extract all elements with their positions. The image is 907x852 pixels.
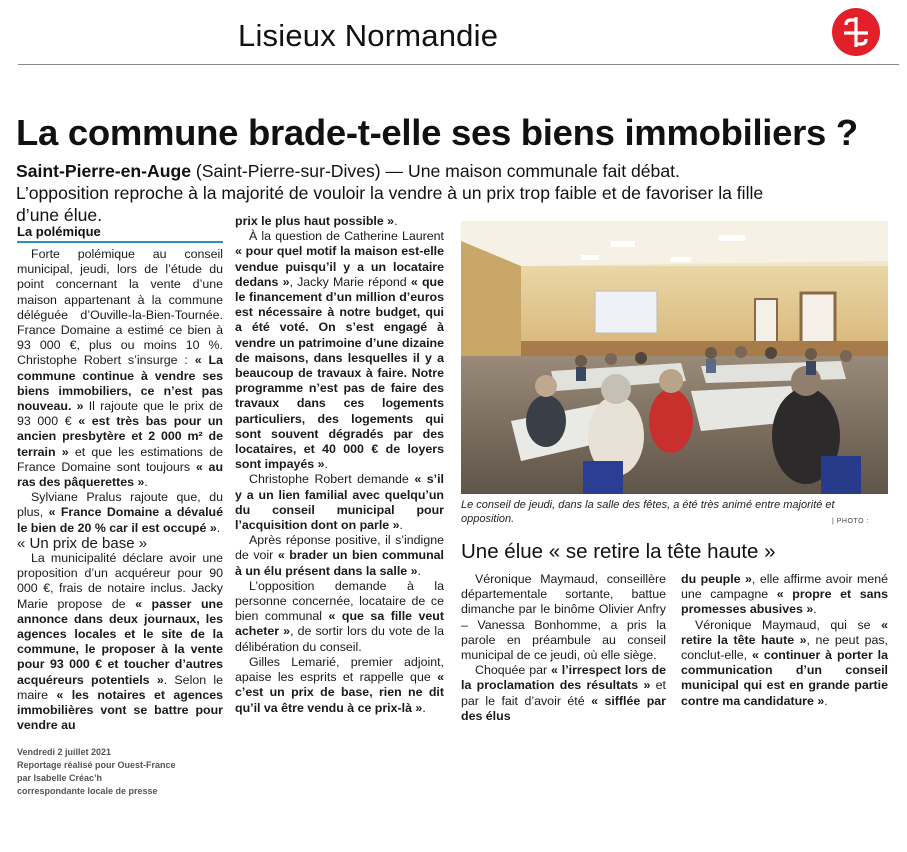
quote-text: « continuer à porter la communication d’un conseil municipal qui est en grande partie contre ma candidature » — [681, 648, 889, 708]
body-text: La municipalité déclare avoir une proposition d’un acquéreur pour 90 000 €, frais de notaire inclus. Jacky Marie propose de — [17, 551, 223, 611]
body-text: L’opposition demande à la personne concernée, locataire de ce bien communal — [235, 578, 444, 624]
footer-date: Vendredi 2 juillet 2021 — [17, 747, 112, 757]
body-text: . — [399, 518, 403, 533]
paragraph — [17, 247, 223, 490]
quote-text: « La commune continue à vendre ses biens immobiliers, ce n’est pas nouveau. » — [17, 353, 223, 414]
body-text: . — [422, 700, 426, 715]
byline-footer — [17, 746, 176, 798]
council-meeting-photo — [461, 221, 888, 494]
article-column-3 — [461, 572, 666, 724]
body-text: Choquée par — [475, 663, 551, 678]
body-text: Sylviane Pralus rajoute que, du plus, — [17, 490, 223, 520]
footer-report: Reportage réalisé pour Ouest-France — [17, 760, 176, 770]
body-text: Véronique Maymaud, conseillère départementale sortante, battue dimanche par le binôme Olivier Anfry – Vanessa Bonhomme, a pris la parole en préambule au conseil municipal de ce jeudi, où elle siège. — [461, 572, 666, 663]
quote-text: « est très bas pour un ancien presbytère et 2 000 m² de terrain » — [17, 414, 223, 459]
body-text: . — [324, 457, 328, 472]
quote-text: « c’est un prix de base, rien ne dit qu’il va être vendu à ce prix-là » — [235, 670, 444, 715]
article-column-2 — [235, 214, 444, 716]
quote-text: « France Domaine a dévalué le bien de 20 % car il est occupé » — [17, 505, 223, 535]
body-text: Il rajoute que le prix de 93 000 € — [17, 399, 223, 429]
newspaper-logo-icon — [832, 8, 880, 56]
quote-text: « l’irrespect lors de la proclamation des résultats » — [461, 663, 666, 693]
col1-part-a — [17, 247, 223, 536]
quote-text: « que le financement d’un million d’euros est nécessaire à notre budget, qui a été voté. On s’est engagé à vendre un patrimoine d’une dizaine de maisons, dans lesquelles il y a beaucoup de travaux à faire. Notre programme n’est pas de faire des travaux dans ces logements particuliers, des logements qui sont souvent dégradés par des locataires, et 40 000 € de loyers sont impayés » — [235, 274, 444, 472]
quote-text: « pour quel motif la maison est-elle vendue puisqu’il y a un locataire dedans » — [235, 244, 444, 289]
lede-place: Saint-Pierre-en-Auge — [16, 161, 191, 181]
body-text: À la question de Catherine Laurent — [249, 229, 444, 244]
body-text: et par le fait d’avoir été — [461, 678, 667, 708]
body-text: Forte polémique au conseil municipal, jeudi, lors de l’étude du point concernant la vente d’une maison appartenant à la commune déléguée d’Ouville-la-Bien-Tournée. France Domaine a estimé ce bien à 93 000 €, plus ou moins 10 %. Christophe Robert s’insurge : — [17, 247, 223, 368]
footer-role: correspondante locale de presse — [17, 786, 158, 796]
lede-text: (Saint-Pierre-sur-Dives) — Une maison communale fait débat. L’opposition reproche à la majorité de vouloir la vendre à un prix trop faible et de favoriser la fille d’une élue. — [16, 161, 764, 225]
quote-text: « s’il y a un lien familial avec quelqu’un du conseil municipal pour l’acquisition dont on parle » — [235, 472, 444, 533]
body-text: Christophe Robert demande — [249, 472, 415, 487]
body-text: Gilles Lemarié, premier adjoint, apaise les esprits et rappelle que — [235, 654, 444, 685]
body-text: . — [813, 602, 817, 617]
kicker-label: La polémique — [17, 224, 223, 243]
paragraph — [235, 533, 444, 579]
article-column-1 — [17, 247, 223, 734]
body-text: , de sortir lors du vote de la délibération du conseil. — [235, 624, 444, 654]
quote-text: du peuple » — [681, 572, 752, 586]
body-text: . Selon le maire — [17, 672, 223, 702]
body-text: et que les estimations de France Domaine sont toujours — [17, 444, 223, 474]
column-subhead: « Un prix de base » — [17, 534, 148, 552]
quote-text: « les notaires et agences immobilières vont se battre pour vendre au — [17, 687, 223, 733]
body-text: . — [394, 214, 398, 228]
paragraph — [681, 572, 888, 618]
footer-author: par Isabelle Créac’h — [17, 773, 103, 783]
council-meeting-photo-image — [461, 221, 888, 494]
body-text: Après réponse positive, il s’indigne de voir — [235, 533, 444, 563]
body-text: . — [824, 693, 828, 708]
quote-text: « sifflée par des élus — [461, 693, 666, 723]
section-title: Une élue « se retire la tête haute » — [461, 540, 776, 563]
body-text: Véronique Maymaud, qui se — [695, 617, 882, 632]
col1-part-b — [17, 551, 223, 733]
body-text: . — [417, 563, 421, 578]
paragraph — [17, 551, 223, 733]
quote-text: prix le plus haut possible » — [235, 214, 395, 228]
paragraph — [235, 472, 444, 533]
body-text: . — [216, 520, 221, 535]
article-column-4 — [681, 572, 888, 709]
paragraph — [17, 490, 223, 536]
body-text: , ne peut pas, conclut-elle, — [681, 632, 888, 663]
quote-text: « brader un bien communal à un élu présent dans la salle » — [235, 548, 444, 578]
header-divider — [18, 64, 899, 65]
paragraph — [235, 655, 444, 716]
article-headline: La commune brade-t-elle ses biens immobiliers ? — [16, 112, 858, 153]
paragraph — [461, 572, 666, 663]
body-text: . — [144, 475, 148, 490]
quote-text: « que sa fille veut acheter » — [235, 609, 444, 639]
paragraph — [235, 579, 444, 655]
paragraph — [235, 229, 444, 472]
photo-caption: Le conseil de jeudi, dans la salle des fêtes, a été très animé entre majorité et opposition. — [461, 499, 835, 525]
body-text: , Jacky Marie répond — [289, 274, 411, 289]
quote-text: « au ras des pâquerettes » — [17, 459, 224, 490]
body-text: , elle affirme avoir mené une campagne — [681, 572, 888, 602]
quote-text: « passer une annonce dans deux journaux, les agences locales et le site de la commune, le proposer à la vente pour 93 000 € et toucher d’autres acquéreurs potentiels » — [17, 596, 223, 687]
paragraph — [235, 214, 444, 229]
quote-text: « propre et sans promesses abusives » — [681, 587, 888, 617]
paragraph — [681, 618, 888, 709]
quote-text: « retire la tête haute » — [681, 617, 888, 647]
paragraph — [461, 663, 666, 724]
masthead-title: Lisieux Normandie — [238, 18, 499, 53]
photo-credit: | PHOTO : — [832, 518, 869, 525]
